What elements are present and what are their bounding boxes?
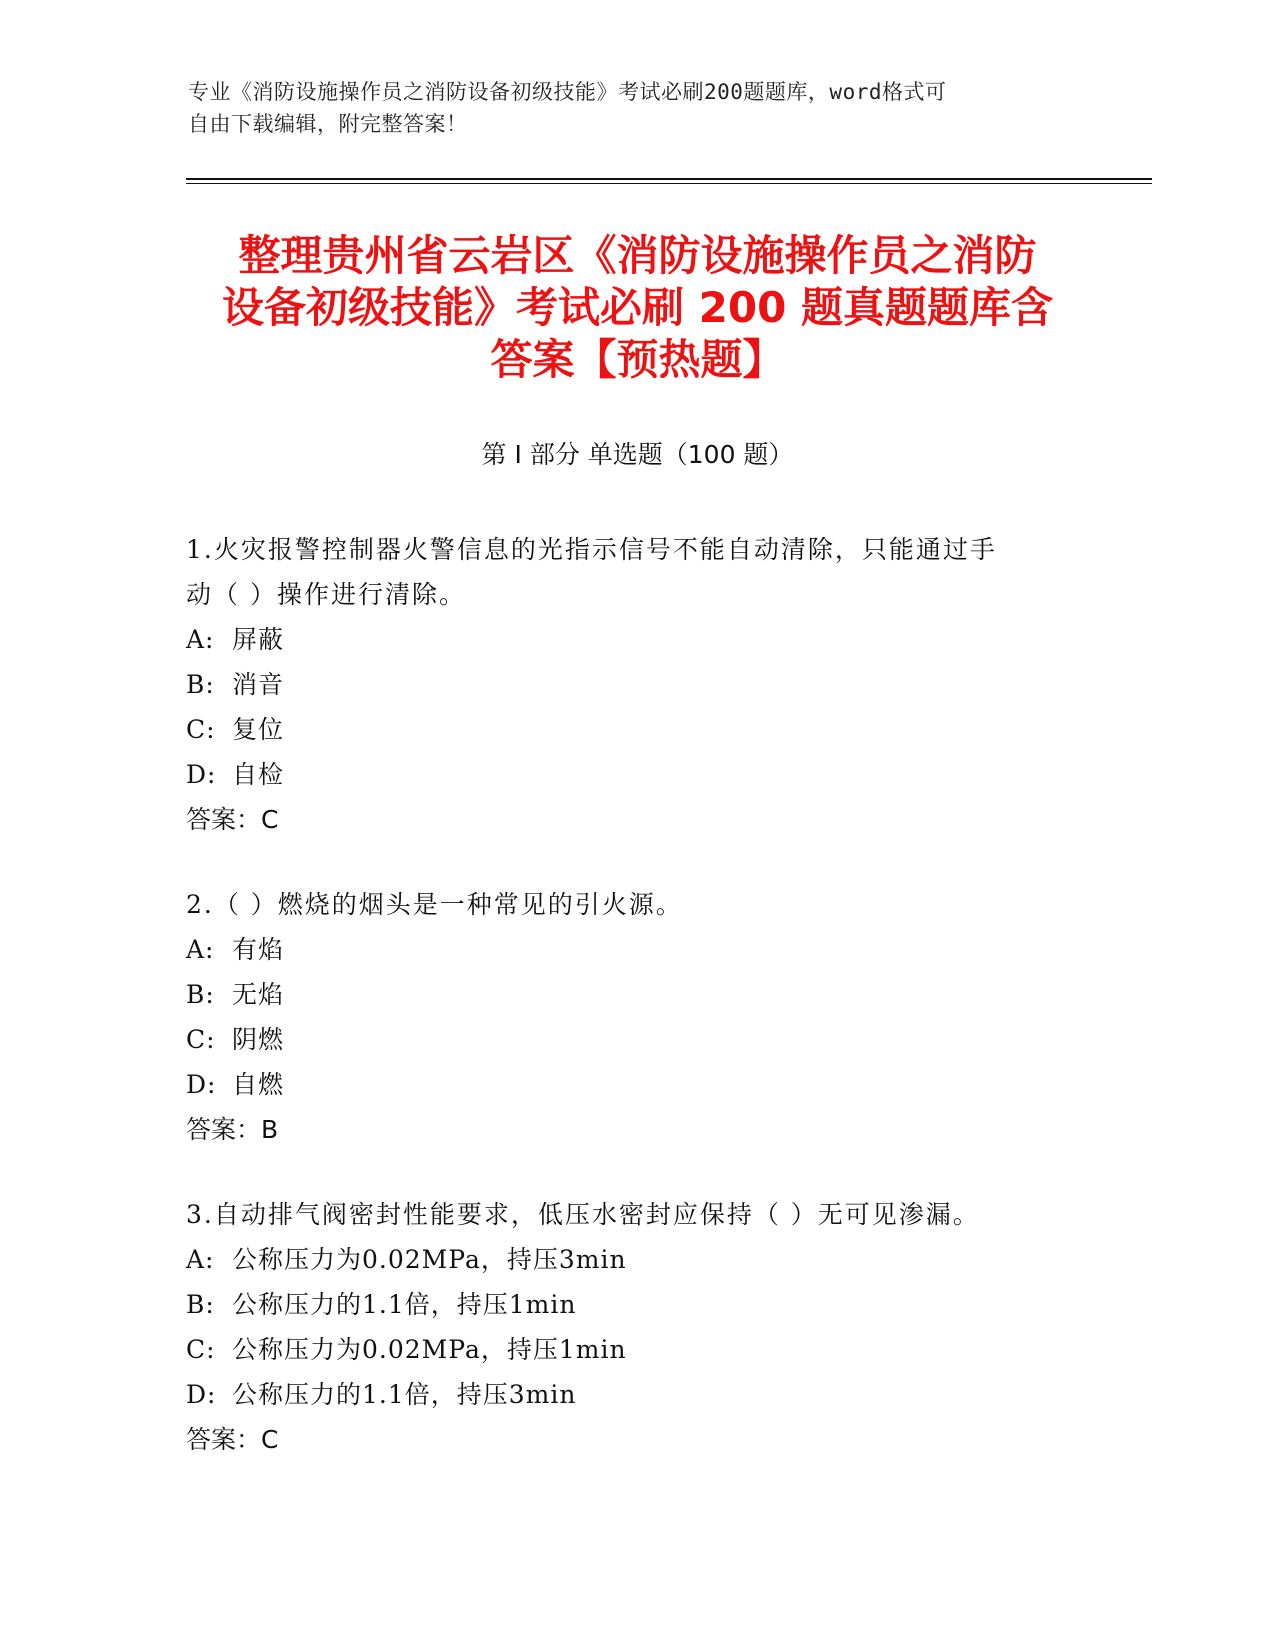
header-note-line-2: 自由下载编辑，附完整答案！ [188, 112, 468, 136]
option-key: A: [186, 625, 215, 654]
question-stem [186, 1192, 1066, 1237]
question-item [186, 882, 1066, 1152]
question-stem-line: 2.（ ）燃烧的烟头是一种常见的引火源。 [186, 890, 683, 919]
option-text: 消音 [232, 670, 285, 699]
answer-line: 答案：C [186, 1425, 279, 1454]
question-stem-line: 3.自动排气阀密封性能要求，低压水密封应保持（ ）无可见渗漏。 [186, 1200, 980, 1229]
option-key: D: [186, 1070, 217, 1099]
option-a [186, 927, 1066, 972]
question-item [186, 1192, 1066, 1462]
header-note-line-1: 专业《消防设施操作员之消防设备初级技能》考试必刷200题题库，word格式可 [188, 80, 947, 104]
option-a [186, 617, 1066, 662]
title-line-3: 答案【预热题】 [490, 335, 785, 384]
option-key: C: [186, 715, 216, 744]
question-stem-line: 1.火灾报警控制器火警信息的光指示信号不能自动清除，只能通过手 [186, 535, 997, 564]
option-text: 屏蔽 [232, 625, 285, 654]
question-stem [186, 882, 1066, 927]
option-b [186, 972, 1066, 1017]
section-heading: 第 I 部分 单选题（100 题） [481, 440, 794, 469]
question-list [186, 527, 1066, 1502]
option-c [186, 1327, 1066, 1372]
option-key: A: [186, 1245, 215, 1274]
option-key: C: [186, 1335, 216, 1364]
option-d [186, 752, 1066, 797]
option-text: 复位 [232, 715, 285, 744]
option-c [186, 1017, 1066, 1062]
answer-line: 答案：C [186, 805, 279, 834]
option-text: 公称压力为0.02MPa，持压3min [232, 1245, 627, 1274]
option-text: 公称压力为0.02MPa，持压1min [232, 1335, 627, 1364]
header-divider-thick [186, 178, 1152, 180]
question-item [186, 527, 1066, 842]
option-text: 公称压力的1.1倍，持压3min [232, 1380, 577, 1409]
option-a [186, 1237, 1066, 1282]
option-text: 自检 [232, 760, 285, 789]
option-text: 无焰 [232, 980, 285, 1009]
header-divider-thin [186, 183, 1152, 184]
option-key: C: [186, 1025, 216, 1054]
option-key: A: [186, 935, 215, 964]
option-key: D: [186, 1380, 217, 1409]
option-text: 公称压力的1.1倍，持压1min [232, 1290, 577, 1319]
option-d [186, 1062, 1066, 1107]
option-key: D: [186, 760, 217, 789]
option-key: B: [186, 1290, 215, 1319]
option-b [186, 1282, 1066, 1327]
question-stem [186, 527, 1066, 617]
option-text: 自燃 [232, 1070, 285, 1099]
option-b [186, 662, 1066, 707]
title-line-2: 设备初级技能》考试必刷 200 题真题题库含 [222, 283, 1053, 332]
title-line-1: 整理贵州省云岩区《消防设施操作员之消防 [238, 231, 1037, 280]
option-c [186, 707, 1066, 752]
option-text: 有焰 [232, 935, 285, 964]
question-stem-line: 动（ ）操作进行清除。 [186, 580, 466, 609]
header-note [188, 76, 1068, 140]
document-title [160, 230, 1115, 386]
option-key: B: [186, 980, 215, 1009]
option-key: B: [186, 670, 215, 699]
option-d [186, 1372, 1066, 1417]
option-text: 阴燃 [232, 1025, 285, 1054]
answer-line: 答案：B [186, 1115, 279, 1144]
